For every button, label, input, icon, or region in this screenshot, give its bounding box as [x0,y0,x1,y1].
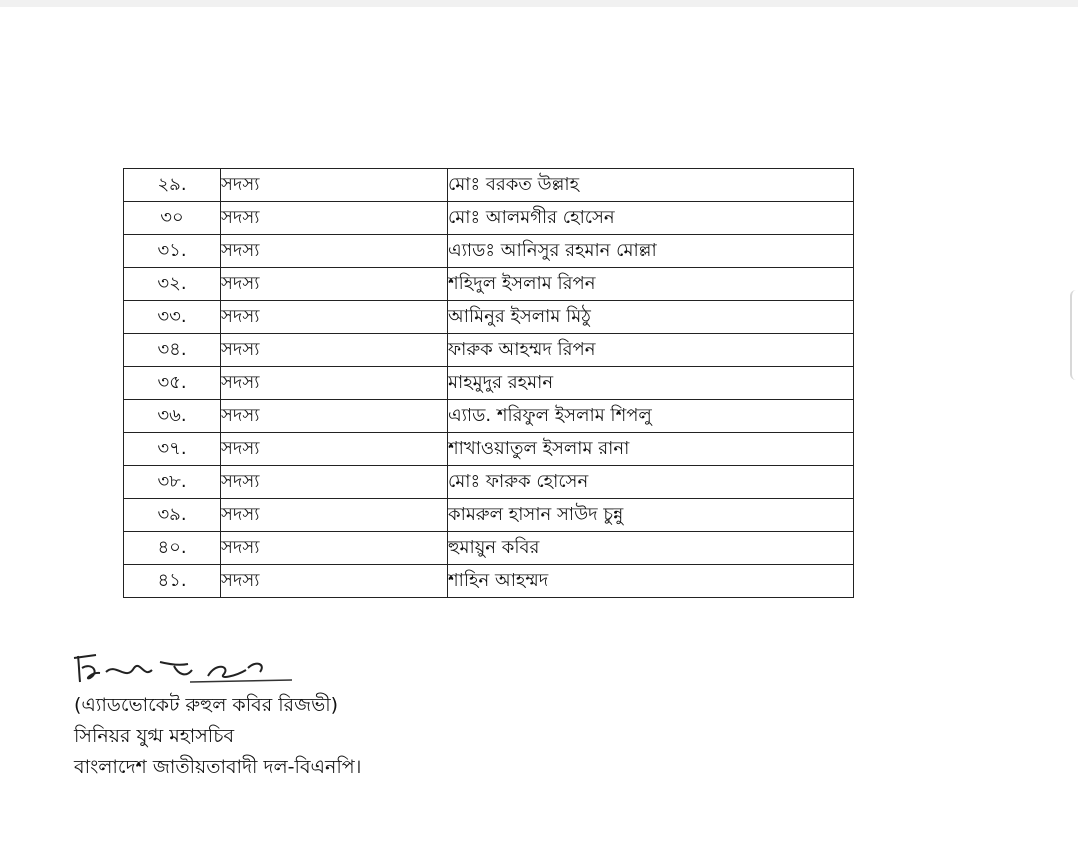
table-row [124,268,854,301]
serial-number: ৪১. [124,565,221,598]
signatory-name: (এ্যাডভোকেট রুহুল কবির রিজভী) [74,694,339,716]
table-row [124,499,854,532]
role: সদস্য [221,433,448,466]
top-strip [0,0,1078,7]
member-name: এ্যাড. শরিফুল ইসলাম শিপলু [448,400,854,433]
serial-number: ৩৩. [124,301,221,334]
table-row [124,169,854,202]
table-row [124,532,854,565]
serial-number: ৩৫. [124,367,221,400]
member-name: শাহিন আহম্মদ [448,565,854,598]
signature-block [74,690,361,783]
member-name: মাহমুদুর রহমান [448,367,854,400]
serial-number: ৩৯. [124,499,221,532]
member-name: হুমায়ুন কবির [448,532,854,565]
table-row [124,466,854,499]
member-name: শহিদুল ইসলাম রিপন [448,268,854,301]
signatory-designation: সিনিয়র যুগ্ম মহাসচিব [74,725,235,747]
table-row [124,301,854,334]
role: সদস্য [221,499,448,532]
scroll-edge [1070,290,1078,380]
role: সদস্য [221,235,448,268]
signatory-organization: বাংলাদেশ জাতীয়তাবাদী দল-বিএনপি। [74,756,362,778]
role: সদস্য [221,532,448,565]
member-name: ফারুক আহম্মদ রিপন [448,334,854,367]
serial-number: ৩২. [124,268,221,301]
role: সদস্য [221,466,448,499]
member-name: মোঃ ফারুক হোসেন [448,466,854,499]
role: সদস্য [221,565,448,598]
handwritten-signature [70,642,300,690]
table-row [124,202,854,235]
role: সদস্য [221,169,448,202]
table-row [124,367,854,400]
role: সদস্য [221,202,448,235]
role: সদস্য [221,268,448,301]
serial-number: ৩৬. [124,400,221,433]
serial-number: ৪০. [124,532,221,565]
serial-number: ৩০ [124,202,221,235]
serial-number: ২৯. [124,169,221,202]
member-name: মোঃ আলমগীর হোসেন [448,202,854,235]
member-name: মোঃ বরকত উল্লাহ [448,169,854,202]
table-row [124,433,854,466]
serial-number: ৩১. [124,235,221,268]
member-name: আমিনুর ইসলাম মিঠু [448,301,854,334]
member-name: এ্যাডঃ আনিসুর রহমান মোল্লা [448,235,854,268]
role: সদস্য [221,334,448,367]
role: সদস্য [221,367,448,400]
table-row [124,400,854,433]
serial-number: ৩৪. [124,334,221,367]
member-name: শাখাওয়াতুল ইসলাম রানা [448,433,854,466]
serial-number: ৩৭. [124,433,221,466]
table-row [124,235,854,268]
table-row [124,334,854,367]
serial-number: ৩৮. [124,466,221,499]
role: সদস্য [221,301,448,334]
member-name: কামরুল হাসান সাউদ চুন্নু [448,499,854,532]
table-row [124,565,854,598]
role: সদস্য [221,400,448,433]
members-table [123,168,854,598]
